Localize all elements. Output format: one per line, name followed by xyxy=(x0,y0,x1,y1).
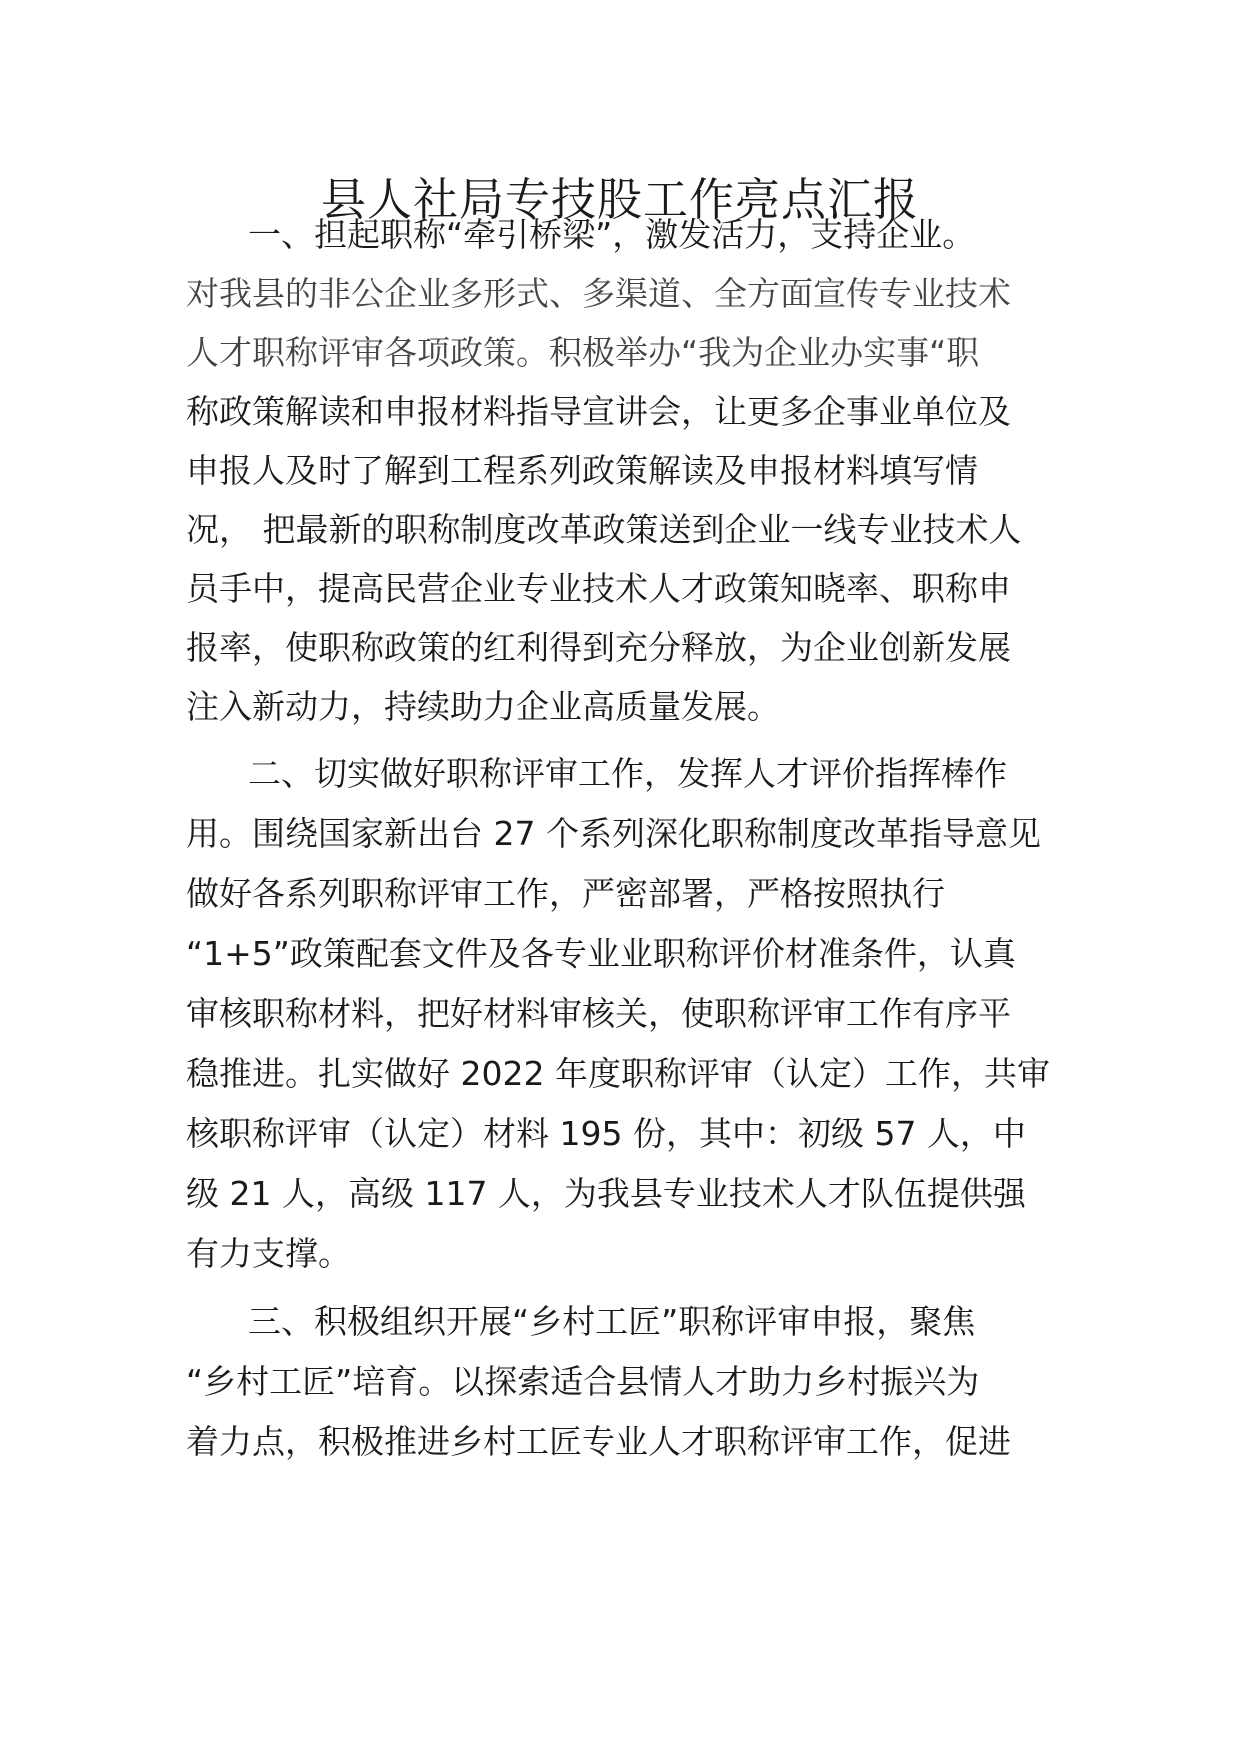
paragraph-2-line-4: “1+5”政策配套文件及各专业业职称评价材准条件，认真 xyxy=(186,934,1016,973)
paragraph-1-line-4: 称政策解读和申报材料指导宣讲会，让更多企事业单位及 xyxy=(186,392,1011,431)
paragraph-3-line-2: “乡村工匠”培育。以探索适合县情人才助力乡村振兴为 xyxy=(186,1362,980,1401)
paragraph-1-line-7: 员手中，提高民营企业专业技术人才政策知晓率、职称申 xyxy=(186,569,1011,608)
paragraph-2-line-3: 做好各系列职称评审工作，严密部署，严格按照执行 xyxy=(186,874,945,913)
paragraph-2-line-7: 核职称评审（认定）材料 195 份，其中：初级 57 人，中 xyxy=(186,1114,1026,1153)
paragraph-3-line-1: 三、积极组织开展“乡村工匠”职称评审申报，聚焦 xyxy=(248,1302,976,1341)
paragraph-1-line-6: 况， 把最新的职称制度改革政策送到企业一线专业技术人 xyxy=(186,510,1022,549)
paragraph-3-line-3: 着力点，积极推进乡村工匠专业人才职称评审工作，促进 xyxy=(186,1422,1011,1461)
paragraph-1-line-1: 一、担起职称“牵引桥梁”，激发活力，支持企业。 xyxy=(248,215,976,254)
paragraph-2-line-2: 用。围绕国家新出台 27 个系列深化职称制度改革指导意见 xyxy=(186,814,1041,853)
paragraph-1-line-8: 报率，使职称政策的红利得到充分释放，为企业创新发展 xyxy=(186,628,1011,667)
document-title: 县人社局专技股工作亮点汇报 xyxy=(320,173,919,226)
paragraph-1-line-2: 对我县的非公企业多形式、多渠道、全方面宣传专业技术 xyxy=(186,274,1011,313)
paragraph-1-line-3: 人才职称评审各项政策。积极举办“我为企业办实事“职 xyxy=(186,333,980,372)
paragraph-2-line-1: 二、切实做好职称评审工作，发挥人才评价指挥棒作 xyxy=(248,754,1007,793)
paragraph-2-line-6: 稳推进。扎实做好 2022 年度职称评审（认定）工作，共审 xyxy=(186,1054,1050,1093)
paragraph-1-line-9: 注入新动力，持续助力企业高质量发展。 xyxy=(186,687,780,726)
paragraph-2-line-5: 审核职称材料，把好材料审核关，使职称评审工作有序平 xyxy=(186,994,1011,1033)
paragraph-2-line-9: 有力支撑。 xyxy=(186,1234,351,1273)
paragraph-1-line-5: 申报人及时了解到工程系列政策解读及申报材料填写情 xyxy=(186,451,978,490)
paragraph-2-line-8: 级 21 人，高级 117 人，为我县专业技术人才队伍提供强 xyxy=(186,1174,1026,1213)
